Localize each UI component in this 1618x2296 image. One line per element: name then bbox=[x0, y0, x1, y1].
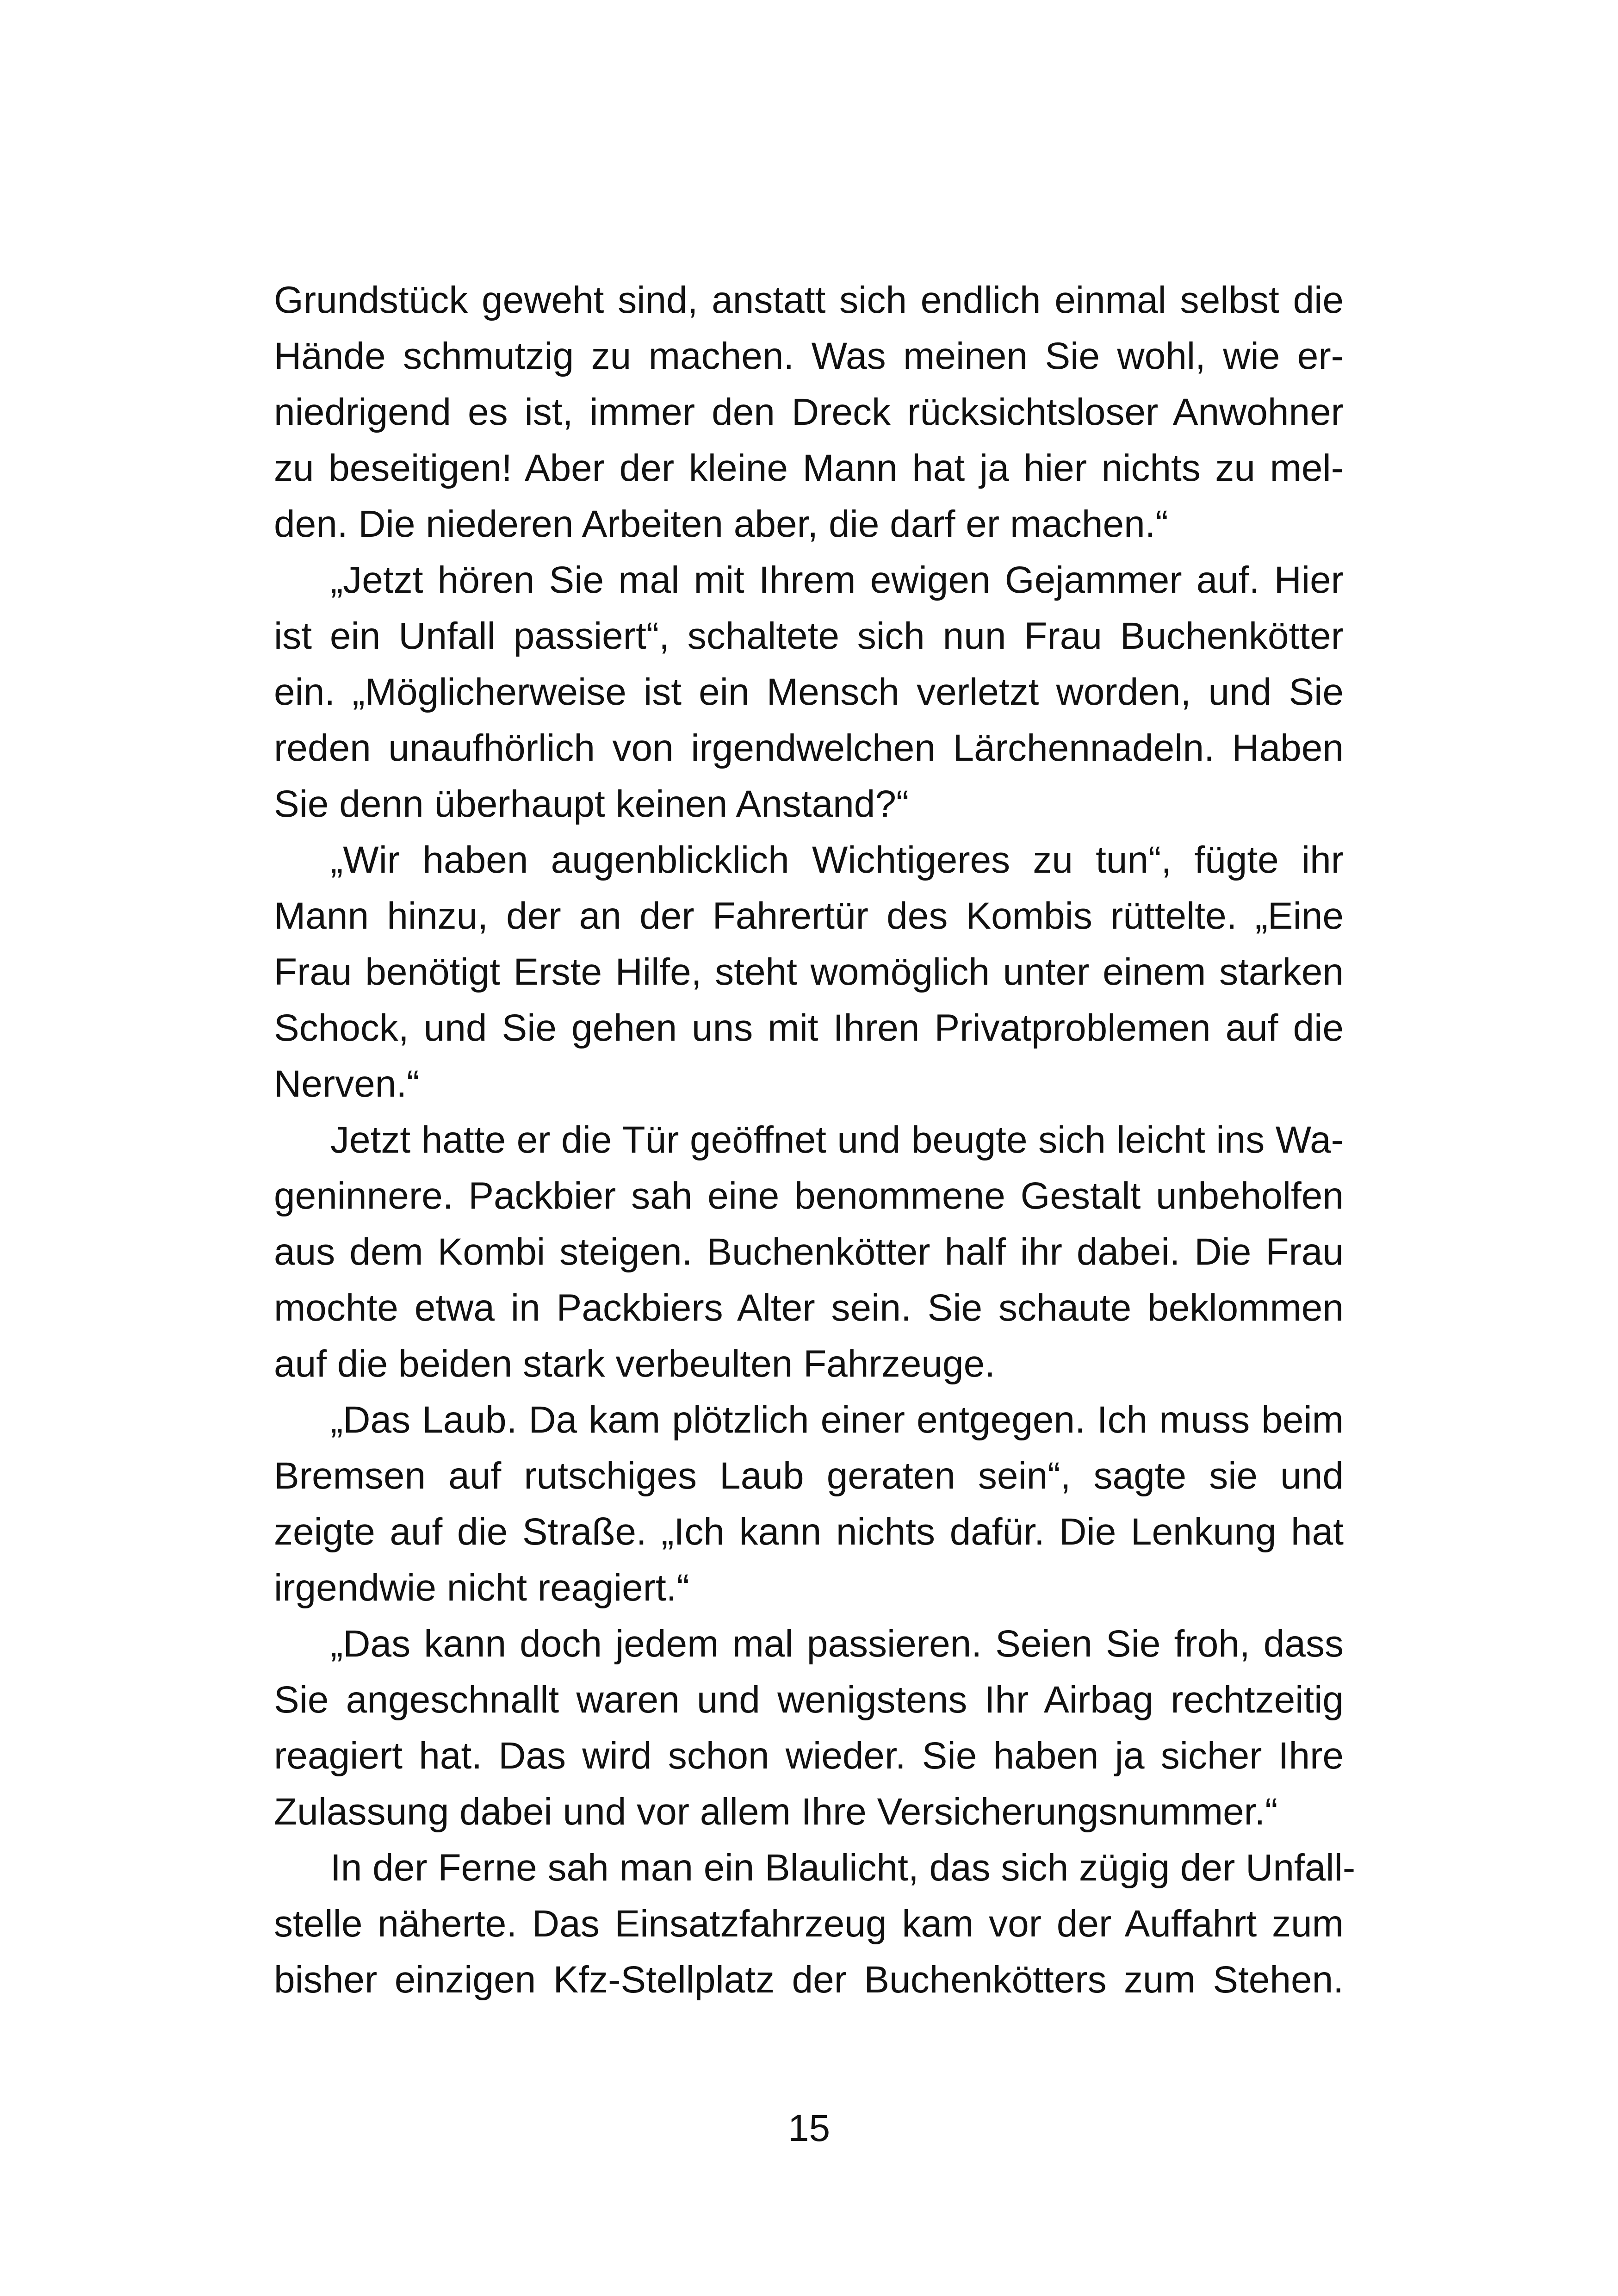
text-line: Sie denn überhaupt keinen Anstand?“ bbox=[274, 783, 909, 825]
text-line: reden unaufhörlich von irgendwelchen Lärchennadeln. Haben bbox=[274, 727, 1344, 769]
text-line: Zulassung dabei und vor allem Ihre Versicherungsnummer.“ bbox=[274, 1791, 1278, 1833]
text-line: auf die beiden stark verbeulten Fahrzeuge. bbox=[274, 1343, 996, 1385]
text-line: „Das kann doch jedem mal passieren. Seien Sie froh, dass bbox=[330, 1623, 1344, 1665]
text-line: zu beseitigen! Aber der kleine Mann hat ja hier nichts zu mel- bbox=[274, 447, 1344, 489]
text-line: zeigte auf die Straße. „Ich kann nichts dafür. Die Lenkung hat bbox=[274, 1511, 1344, 1553]
text-line: Nerven.“ bbox=[274, 1063, 420, 1105]
page-body-text bbox=[274, 272, 1356, 2008]
text-line: „Jetzt hören Sie mal mit Ihrem ewigen Gejammer auf. Hier bbox=[330, 559, 1344, 601]
text-line: „Wir haben augenblicklich Wichtigeres zu tun“, fügte ihr bbox=[330, 839, 1344, 881]
text-line: Sie angeschnallt waren und wenigstens Ihr Airbag rechtzeitig bbox=[274, 1679, 1344, 1721]
text-line: aus dem Kombi steigen. Buchenkötter half ihr dabei. Die Frau bbox=[274, 1231, 1344, 1273]
text-line: Schock, und Sie gehen uns mit Ihren Privatproblemen auf die bbox=[274, 1007, 1344, 1049]
text-line: ein. „Möglicherweise ist ein Mensch verletzt worden, und Sie bbox=[274, 671, 1344, 713]
page-number: 15 bbox=[787, 2107, 831, 2149]
text-line: bisher einzigen Kfz-Stellplatz der Buchenkötters zum Stehen. bbox=[274, 1959, 1344, 2001]
text-line: den. Die niederen Arbeiten aber, die darf er machen.“ bbox=[274, 503, 1168, 545]
text-line: ist ein Unfall passiert“, schaltete sich nun Frau Buchenkötter bbox=[274, 615, 1344, 657]
text-line: Bremsen auf rutschiges Laub geraten sein“, sagte sie und bbox=[274, 1455, 1344, 1497]
text-line: niedrigend es ist, immer den Dreck rücksichtsloser Anwohner bbox=[274, 391, 1344, 433]
text-line: irgendwie nicht reagiert.“ bbox=[274, 1567, 689, 1609]
text-line: Grundstück geweht sind, anstatt sich endlich einmal selbst die bbox=[274, 279, 1344, 321]
text-line: „Das Laub. Da kam plötzlich einer entgegen. Ich muss beim bbox=[330, 1399, 1344, 1441]
text-line: Frau benötigt Erste Hilfe, steht womöglich unter einem starken bbox=[274, 951, 1344, 993]
text-line: Mann hinzu, der an der Fahrertür des Kombis rüttelte. „Eine bbox=[274, 895, 1344, 937]
text-line: mochte etwa in Packbiers Alter sein. Sie schaute beklommen bbox=[274, 1287, 1344, 1329]
text-line: Hände schmutzig zu machen. Was meinen Sie wohl, wie er- bbox=[274, 335, 1344, 377]
text-line: geninnere. Packbier sah eine benommene Gestalt unbeholfen bbox=[274, 1175, 1344, 1217]
text-line: Jetzt hatte er die Tür geöffnet und beugte sich leicht ins Wa- bbox=[330, 1119, 1344, 1161]
text-line: stelle näherte. Das Einsatzfahrzeug kam vor der Auffahrt zum bbox=[274, 1903, 1344, 1945]
text-line: In der Ferne sah man ein Blaulicht, das sich zügig der Unfall- bbox=[330, 1847, 1356, 1889]
text-line: reagiert hat. Das wird schon wieder. Sie haben ja sicher Ihre bbox=[274, 1735, 1344, 1777]
